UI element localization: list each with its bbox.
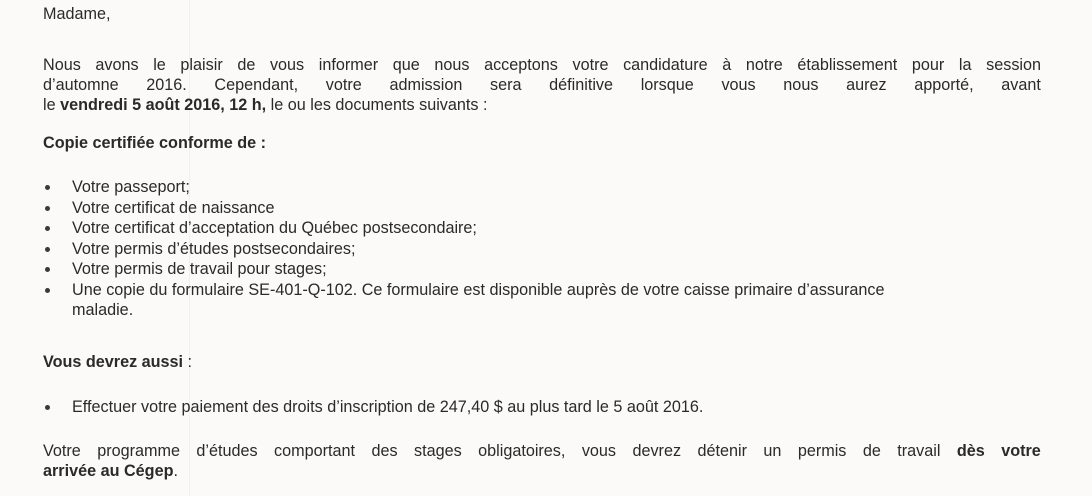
bullet-icon — [45, 247, 50, 252]
closing-line-1 — [43, 441, 1041, 461]
closing-line-2-bold: arrivée au Cégep — [43, 462, 174, 480]
intro-line-2: d’automne 2016. Cependant, votre admission sera définitive lorsque vous nous aurez apporté, avant — [43, 76, 1041, 94]
also-heading-suffix: : — [183, 353, 193, 371]
list-item — [43, 177, 884, 198]
list-item — [43, 239, 884, 260]
list-item — [43, 397, 703, 418]
copy-heading-text: Copie certifiée conforme de : — [43, 134, 267, 152]
list-item-text: Votre certificat d’acceptation du Québec postsecondaire; — [72, 219, 477, 237]
closing-line-2-suffix: . — [173, 462, 178, 480]
list-item-text: Votre permis d’études postsecondaires; — [72, 239, 356, 258]
list-item — [43, 259, 884, 280]
list-item-text: Votre permis de travail pour stages; — [72, 260, 327, 278]
bullet-icon — [45, 226, 50, 231]
list-item-text: Votre passeport; — [72, 178, 190, 196]
list-item — [43, 198, 884, 219]
intro-line-3-suffix: le ou les documents suivants : — [266, 96, 488, 114]
bullet-icon — [45, 405, 50, 410]
salutation: Madame, — [43, 5, 111, 23]
deadline-date: vendredi 5 août 2016, 12 h, — [60, 96, 267, 114]
intro-line-1: Nous avons le plaisir de vous informer que nous acceptons votre candidature à notre établissement pour la session — [43, 56, 1042, 74]
bullet-icon — [45, 288, 50, 293]
closing-line-1-bold: dès votre — [956, 442, 1041, 460]
also-heading-text: Vous devrez aussi — [43, 353, 184, 371]
also-heading — [43, 352, 192, 372]
documents-list — [43, 177, 884, 321]
bullet-icon — [45, 185, 50, 190]
list-item-text-continued: maladie. — [72, 301, 134, 319]
list-item-text: Votre certificat de naissance — [72, 198, 275, 217]
closing-line-2 — [43, 461, 178, 481]
bullet-icon — [45, 206, 50, 211]
intro-line-3 — [43, 95, 488, 115]
copy-heading — [43, 133, 266, 153]
also-list — [43, 397, 703, 418]
list-item — [43, 280, 884, 321]
intro-line-3-prefix: le — [43, 96, 61, 114]
list-item-text: Une copie du formulaire SE-401-Q-102. Ce formulaire est disponible auprès de votre caisse primaire d’assurance — [72, 280, 885, 299]
list-item — [43, 218, 884, 239]
list-item-text: Effectuer votre paiement des droits d’inscription de 247,40 $ au plus tard le 5 août 2016. — [72, 398, 704, 416]
bullet-icon — [45, 267, 50, 272]
closing-line-1-text: Votre programme d’études comportant des stages obligatoires, vous devrez détenir un permis de travail — [43, 442, 957, 460]
